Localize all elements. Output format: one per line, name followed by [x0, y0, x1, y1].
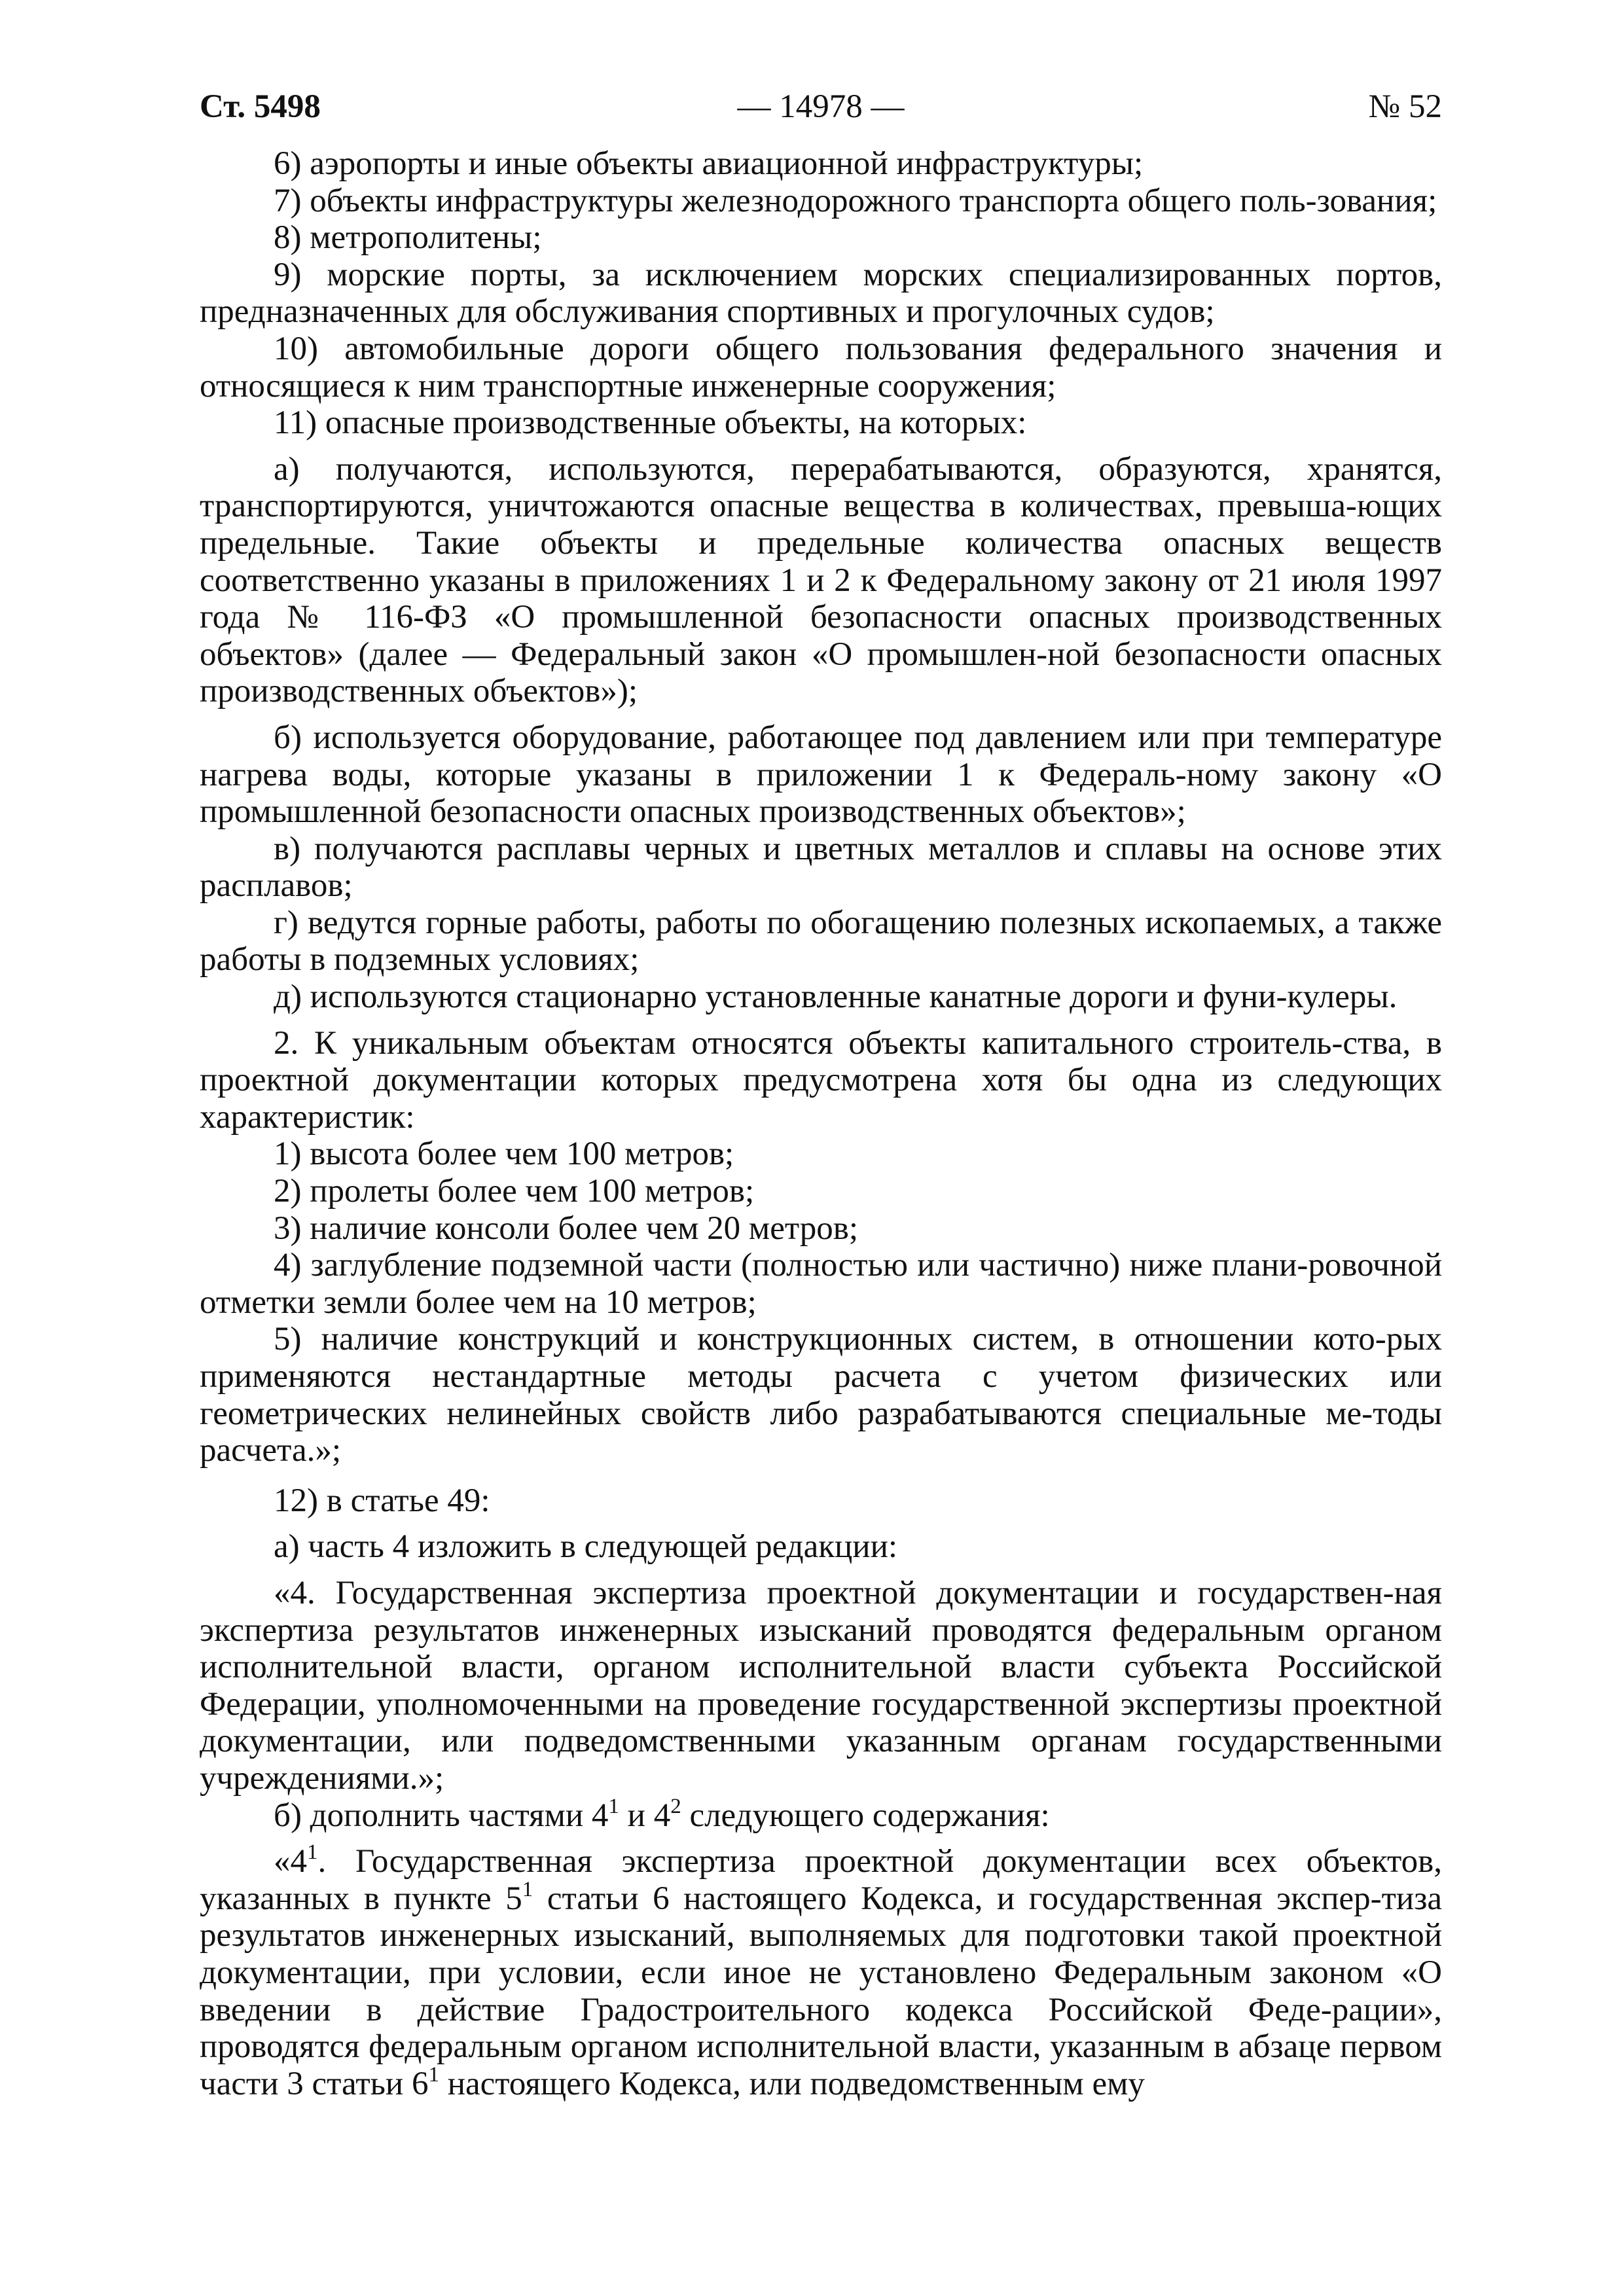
superscript: 1	[307, 1840, 318, 1865]
paragraph-part-2: 2. К уникальным объектам относятся объекты капитального строитель-ства, в проектной документации которых предусмотрена хотя бы одна из следующих характеристик:	[200, 1024, 1442, 1136]
paragraph-cantilever: 3) наличие консоли более чем 20 метров;	[274, 1210, 858, 1247]
paragraph-item-8: 8) метрополитены;	[274, 219, 542, 257]
paragraph-item-11: 11) опасные производственные объекты, на которых:	[274, 404, 1027, 442]
paragraph-underground: 4) заглубление подземной части (полностью или частично) ниже плани-ровочной отметки земли более чем на 10 метров;	[200, 1247, 1442, 1321]
paragraph-part-4-text: «4. Государственная экспертиза проектной документации и государствен-ная экспертиза результатов инженерных изысканий проводятся федеральным органом исполнительной власти, органом исполнительной власти субъекта Российской Федерации, уполномоченными на проведение государственной экспертизы проектной документации, или подведомственными указанным органам государственными учреждениями.»;	[200, 1574, 1442, 1797]
page-number: — 14978 —	[737, 88, 905, 125]
paragraph-subitem-v: в) получаются расплавы черных и цветных металлов и сплавы на основе этих расплавов;	[200, 830, 1442, 905]
supplement-text-1: б) дополнить частями 4	[274, 1797, 609, 1834]
part41-text-4: настоящего Кодекса, или подведомственным ему	[439, 2065, 1145, 2102]
superscript: 1	[608, 1794, 619, 1818]
superscript: 2	[670, 1794, 681, 1818]
paragraph-subitem-b: б) используется оборудование, работающее под давлением или при температуре нагрева воды, которые указаны в приложении 1 к Федераль-ному закону «О промышленной безопасности опасных производственных объектов»;	[200, 719, 1442, 831]
document-body	[200, 145, 1442, 2102]
paragraph-part-4-edit: а) часть 4 изложить в следующей редакции:	[274, 1528, 898, 1566]
part41-text-2: . Государственная экспертиза проектной документации всех объектов, указанных в пункте 5	[200, 1843, 1442, 1917]
article-number: Ст. 5498	[200, 88, 321, 125]
paragraph-item-12: 12) в статье 49:	[274, 1482, 490, 1519]
paragraph-subitem-a: а) получаются, используются, перерабатываются, образуются, хранятся, транспортируются, уничтожаются опасные вещества в количествах, превыша-ющих предельные. Такие объекты и предельные количества опасных веществ соответственно указаны в приложениях 1 и 2 к Федеральному закону от 21 июля 1997 года № 116-ФЗ «О промышленной безопасности опасных производственных объектов» (далее — Федеральный закон «О промышлен-ной безопасности опасных производственных объектов»);	[200, 450, 1442, 710]
superscript: 1	[428, 2062, 439, 2087]
paragraph-subitem-g: г) ведутся горные работы, работы по обогащению полезных ископаемых, а также работы в подземных условиях;	[200, 904, 1442, 978]
supplement-text-2: и 4	[619, 1797, 671, 1834]
paragraph-height: 1) высота более чем 100 метров;	[274, 1136, 734, 1173]
part41-text-1: «4	[274, 1843, 307, 1880]
supplement-text-3: следующего содержания:	[681, 1797, 1050, 1834]
part41-text-3: статьи 6 настоящего Кодекса, и государственная экспер-тиза результатов инженерных изысканий, выполняемых для подготовки такой проектной документации, при условии, если иное не установлено Федеральным законом «О введении в действие Градостроительного кодекса Российской Феде-рации», проводятся федеральным органом исполнительной власти, указанным в абзаце первом части 3 статьи 6	[200, 1880, 1442, 2102]
paragraph-structures: 5) наличие конструкций и конструкционных систем, в отношении кото-рых применяются нестандартные методы расчета с учетом физических или геометрических нелинейных свойств либо разрабатываются специальные ме-тоды расчета.»;	[200, 1321, 1442, 1469]
superscript: 1	[522, 1877, 533, 1901]
page-header	[200, 84, 1442, 130]
paragraph-spans: 2) пролеты более чем 100 метров;	[274, 1173, 755, 1210]
issue-number: № 52	[1368, 88, 1442, 125]
paragraph-item-10: 10) автомобильные дороги общего пользования федерального значения и относящиеся к ним транспортные инженерные сооружения;	[200, 330, 1442, 404]
paragraph-supplement	[200, 1794, 1442, 1835]
paragraph-subitem-d: д) используются стационарно установленные канатные дороги и фуни-кулеры.	[274, 978, 1398, 1016]
paragraph-item-7: 7) объекты инфраструктуры железнодорожного транспорта общего поль-зования;	[274, 182, 1437, 219]
paragraph-item-6: 6) аэропорты и иные объекты авиационной инфраструктуры;	[274, 145, 1144, 182]
paragraph-item-9: 9) морские порты, за исключением морских специализированных портов, предназначенных для обслуживания спортивных и прогулочных судов;	[200, 256, 1442, 331]
paragraph-part-4-1	[200, 1840, 1442, 2102]
